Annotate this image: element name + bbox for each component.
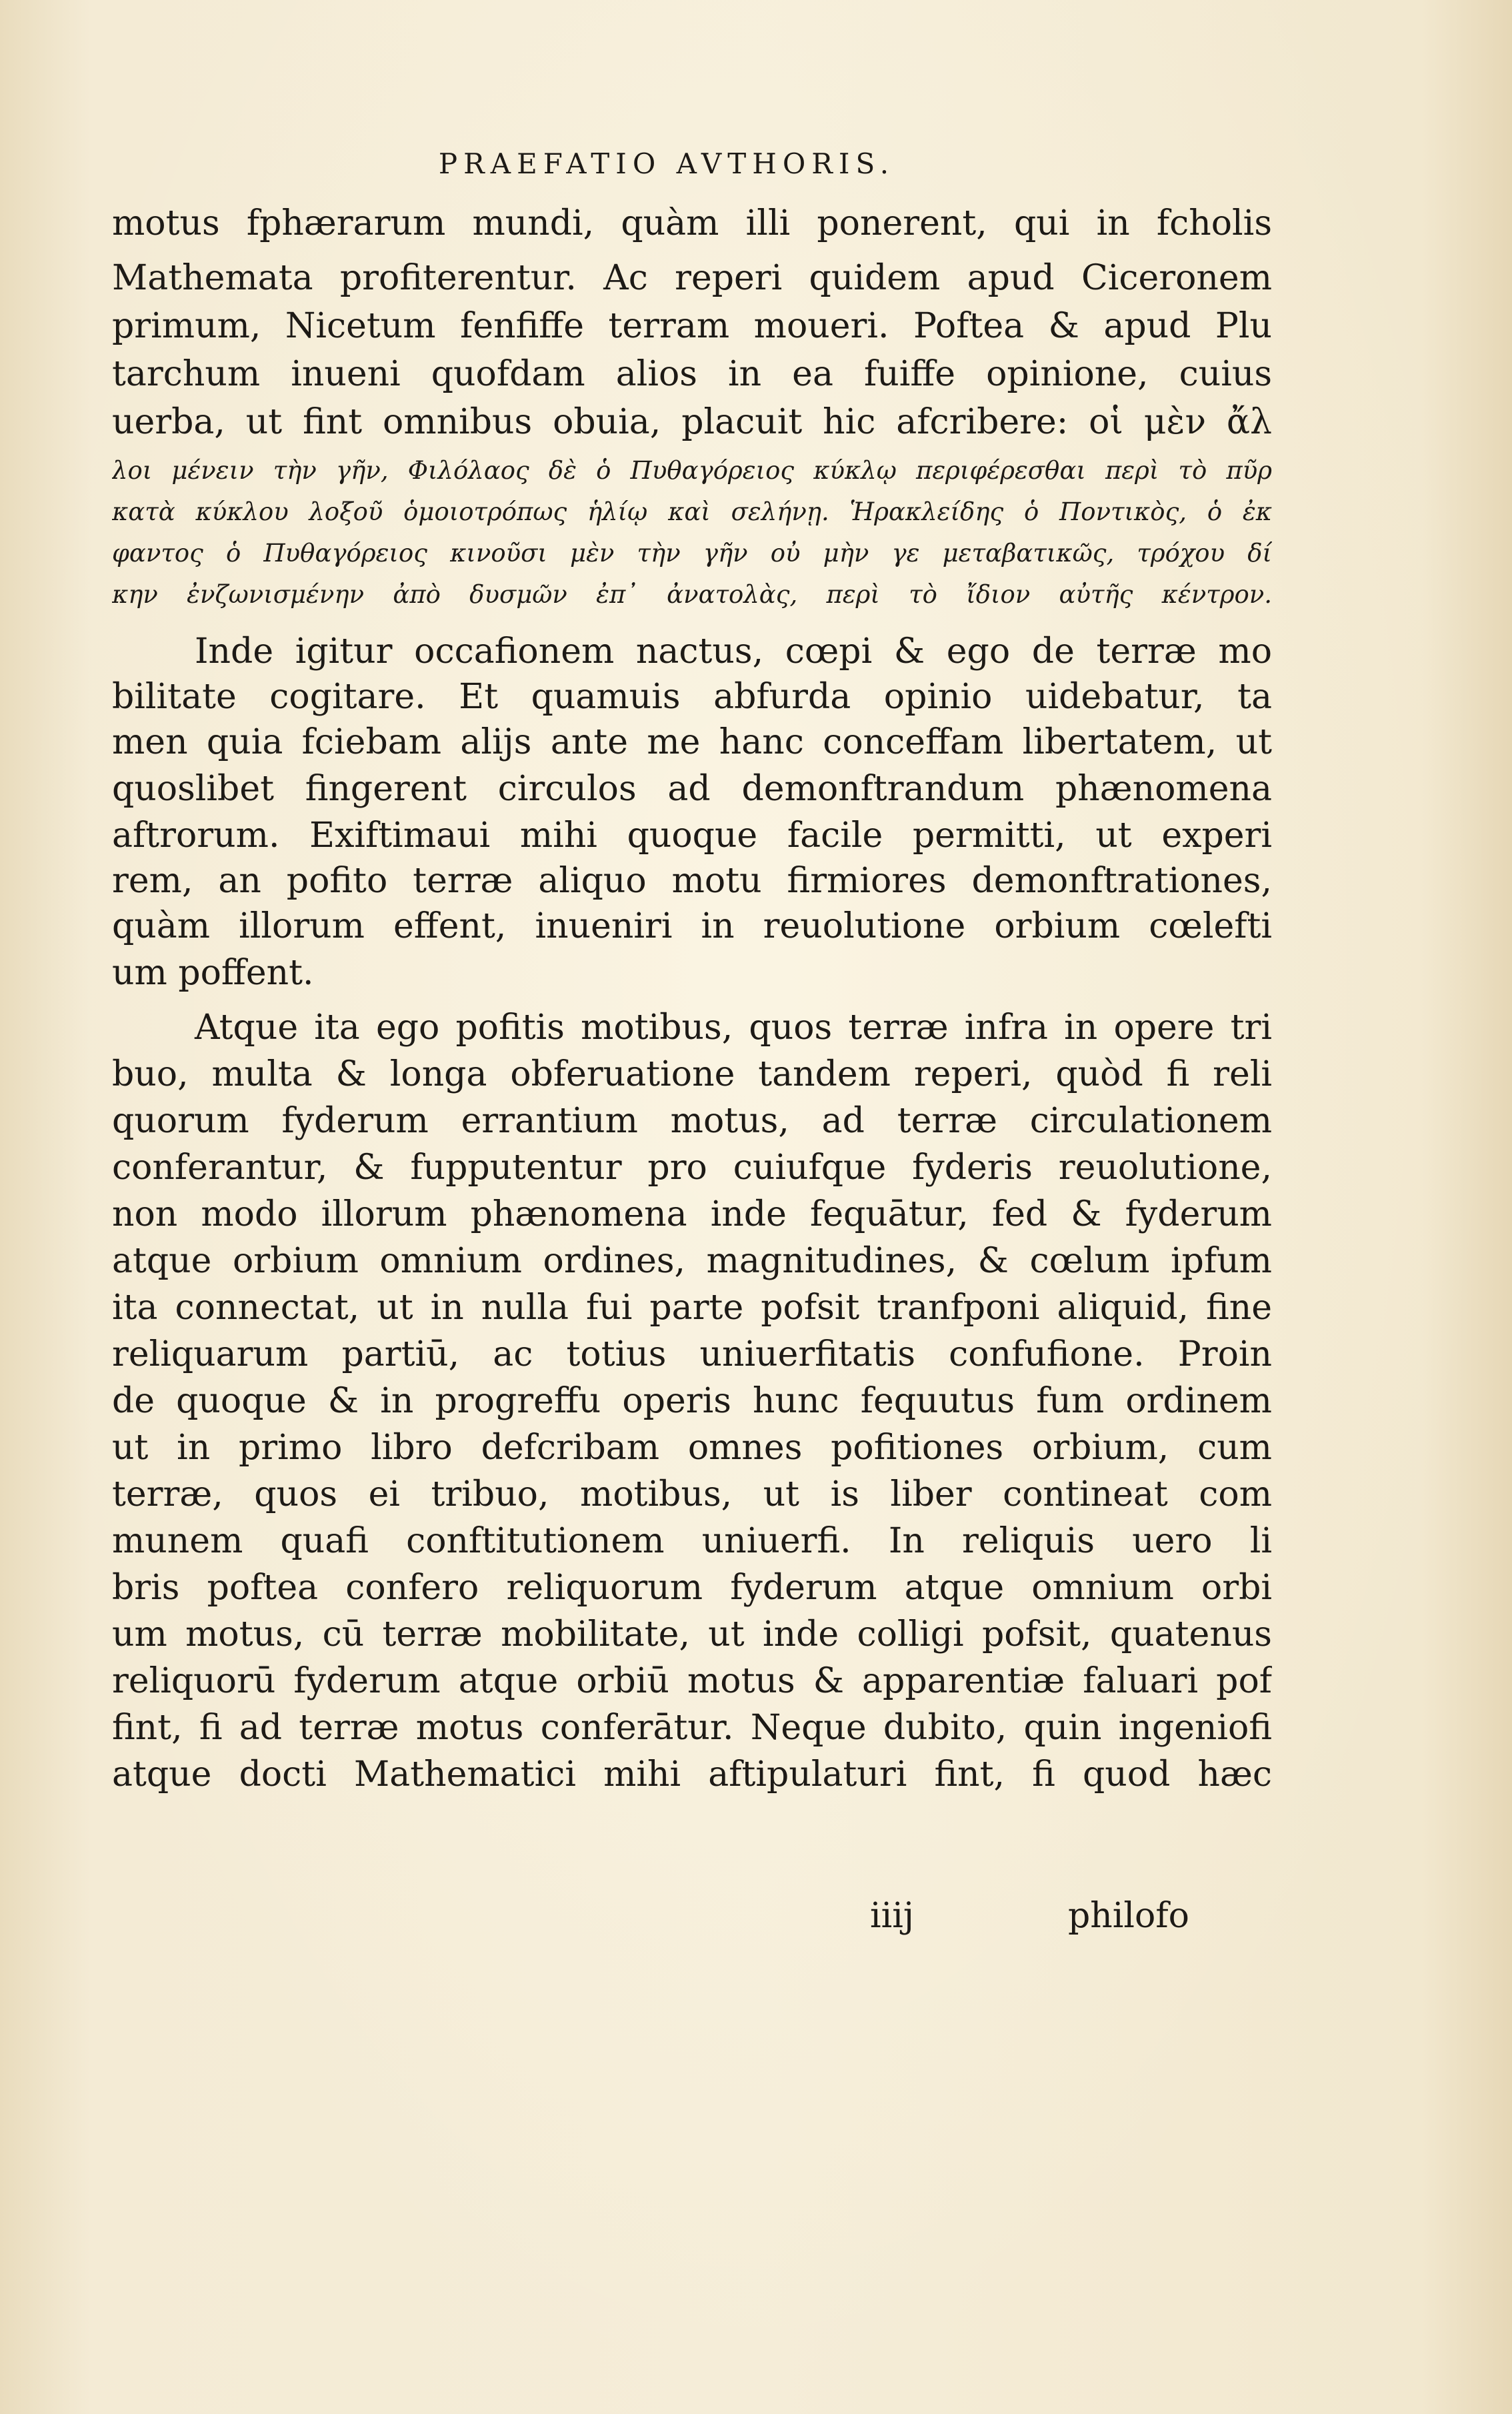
text-line: Atque ita ego pofitis motibus, quos terræ infra in opere tri xyxy=(195,1008,1272,1048)
text-line: men quia fciebam alijs ante me hanc conceffam libertatem, ut xyxy=(112,722,1272,762)
text-line: Mathemata profiterentur. Ac reperi quidem apud Ciceronem xyxy=(112,258,1272,298)
running-title: PRAEFATIO AVTHORIS. xyxy=(438,147,895,180)
text-line: motus fphærarum mundi, quàm illi ponerent, qui in fcholis xyxy=(112,203,1272,243)
text-line: de quoque & in progreffu operis hunc fequutus fum ordinem xyxy=(112,1381,1272,1421)
text-line: primum, Nicetum fenfiffe terram moueri. Poftea & apud Plu xyxy=(112,306,1272,346)
text-line: quàm illorum effent, inueniri in reuolutione orbium cœlefti xyxy=(112,906,1272,946)
text-line: reliquorū fyderum atque orbiū motus & apparentiæ faluari pof xyxy=(112,1661,1272,1701)
text-line: atque docti Mathematici mihi aftipulaturi fint, fi quod hæc xyxy=(112,1754,1272,1794)
text-line: Inde igitur occafionem nactus, cœpi & ego de terræ mo xyxy=(195,632,1272,672)
signature-mark: iiij xyxy=(870,1896,915,1936)
greek-quote-line: κην ἐνζωνισμένην ἀπὸ δυσμῶν ἐπ᾽ ἀνατολὰς, περὶ τὸ ἴδιον αὐτῆς κέντρον. xyxy=(112,580,1272,609)
text-line: atque orbium omnium ordines, magnitudines, & cœlum ipfum xyxy=(112,1241,1272,1281)
text-line: aftrorum. Exiftimaui mihi quoque facile permitti, ut experi xyxy=(112,816,1272,856)
greek-quote-line: λοι μένειν τὴν γῆν, Φιλόλαος δὲ ὁ Πυθαγόρειος κύκλῳ περιφέρεσθαι περὶ τὸ πῦρ xyxy=(112,456,1272,485)
text-line: reliquarum partiū, ac totius uniuerfitatis confufione. Proin xyxy=(112,1334,1272,1374)
text-line: quoslibet fingerent circulos ad demonftrandum phænomena xyxy=(112,769,1272,809)
text-line: rem, an pofito terræ aliquo motu firmiores demonftrationes, xyxy=(112,861,1272,901)
greek-quote-line: φαντος ὁ Πυθαγόρειος κινοῦσι μὲν τὴν γῆν οὐ μὴν γε μεταβατικῶς, τρόχου δί xyxy=(112,539,1272,567)
text-line: uerba, ut fint omnibus obuia, placuit hic afcribere: οἱ μὲν ἄλ xyxy=(112,402,1272,442)
text-line: terræ, quos ei tribuo, motibus, ut is liber contineat com xyxy=(112,1474,1272,1514)
text-line: fint, fi ad terræ motus conferātur. Neque dubito, quin ingeniofi xyxy=(112,1708,1272,1748)
text-line: quorum fyderum errantium motus, ad terræ circulationem xyxy=(112,1101,1272,1141)
text-line: ita connectat, ut in nulla fui parte pofsit tranfponi aliquid, fine xyxy=(112,1288,1272,1328)
text-line: bilitate cogitare. Et quamuis abfurda opinio uidebatur, ta xyxy=(112,677,1272,717)
greek-quote-line: κατὰ κύκλου λοξοῦ ὁμοιοτρόπως ἡλίῳ καὶ σελήνῃ. Ἡρακλείδης ὁ Ποντικὸς, ὁ ἐκ xyxy=(112,497,1272,526)
text-line: bris poftea confero reliquorum fyderum atque omnium orbi xyxy=(112,1568,1272,1608)
text-line: ut in primo libro defcribam omnes pofitiones orbium, cum xyxy=(112,1428,1272,1468)
text-line: non modo illorum phænomena inde fequātur, fed & fyderum xyxy=(112,1194,1272,1234)
catchword: philofo xyxy=(1068,1896,1189,1936)
text-line: tarchum inueni quofdam alios in ea fuiffe opinione, cuius xyxy=(112,354,1272,394)
text-line: munem quafi conftitutionem uniuerfi. In reliquis uero li xyxy=(112,1521,1272,1561)
text-line: conferantur, & fupputentur pro cuiufque fyderis reuolutione, xyxy=(112,1148,1272,1188)
text-line: buo, multa & longa obferuatione tandem reperi, quòd fi reli xyxy=(112,1054,1272,1094)
text-line: um motus, cū terræ mobilitate, ut inde colligi pofsit, quatenus xyxy=(112,1614,1272,1654)
text-line: um poffent. xyxy=(112,953,314,993)
